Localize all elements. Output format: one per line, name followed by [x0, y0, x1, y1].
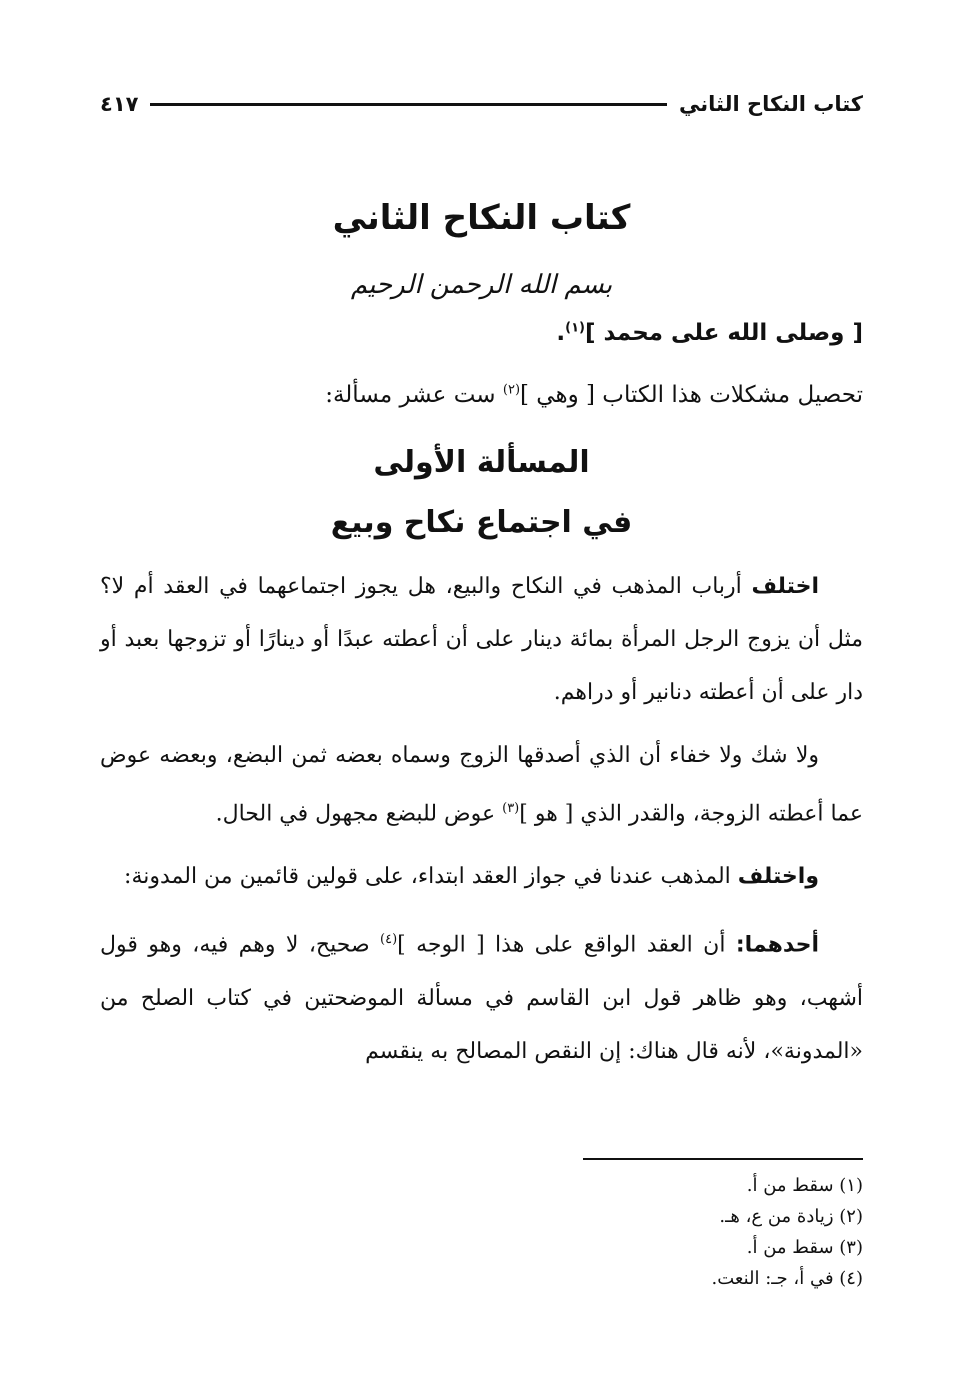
footnote-ref: (١) [565, 320, 585, 336]
salawat-line: [ وصلى الله على محمد ]$^{(١)}$. [556, 320, 863, 346]
running-header [100, 84, 863, 124]
footnotes [363, 1170, 863, 1294]
paragraph [100, 913, 863, 1077]
footnote: (٢) زيادة من ع، هـ. [719, 1206, 863, 1227]
paragraph [100, 729, 863, 840]
running-header-title: كتاب النكاح الثاني [679, 92, 863, 116]
footnote: (٣) سقط من أ. [746, 1237, 863, 1258]
paragraph [100, 560, 863, 719]
footnote: (٤) في أ، جـ: النعت. [711, 1268, 863, 1289]
page-number: ٤١٧ [100, 92, 139, 116]
intro-text-end: ست عشر مسألة: [325, 382, 503, 408]
issue-subtitle: في اجتماع نكاح وبيع [330, 505, 633, 540]
paragraph-text: أرباب المذهب في النكاح والبيع، هل يجوز اجتماعهما في العقد أم لا؟ مثل أن يزوج الرجل المرأة بمائة دينار على أن أعطته عبدًا أو دينارًا أو تزوجها بعبد أو دار على أن أعطته دنانير أو دراهم. [100, 574, 863, 705]
paragraph-text: أن العقد الواقع على هذا [ الوجه ] [397, 932, 736, 958]
paragraph-text: ولا شك ولا خفاء أن الذي أصدقها الزوج وسماه بعضه ثمن البضع، وبعضه عوض عما أعطته الزوجة، والقدر الذي [ هو ] [100, 743, 863, 827]
header-rule [150, 103, 667, 106]
intro-text: تحصيل مشكلات هذا الكتاب [ وهي ] [520, 382, 863, 408]
lead-word: واختلف [737, 864, 819, 890]
footnote: (١) سقط من أ. [746, 1175, 863, 1196]
body-text [100, 560, 863, 1088]
footnote-rule [583, 1158, 863, 1160]
book-title: كتاب النكاح الثاني [332, 198, 631, 238]
salawat-text: [ وصلى الله على محمد ] [585, 320, 863, 346]
paragraph-text: صحيح، لا وهم فيه، وهو قول أشهب، وهو ظاهر قول ابن القاسم في مسألة الموضحتين في كتاب الصلح من «المدونة»، لأنه قال هناك: إن النقص المصالح به ينقسم [100, 932, 863, 1064]
footnote-ref: (٢) [502, 382, 521, 398]
basmala-calligraphy: بسم الله الرحمن الرحيم [350, 270, 613, 300]
footnote-ref: (٤) [380, 932, 398, 948]
intro-line [100, 382, 863, 408]
lead-word: اختلف [751, 574, 819, 599]
paragraph-text: عوض للبضع مجهول في الحال. [215, 801, 503, 827]
paragraph [100, 850, 863, 903]
issue-title: المسألة الأولى [373, 445, 590, 480]
paragraph-text: المذهب عندنا في جواز العقد ابتداء، على قولين قائمين من المدونة: [124, 864, 738, 890]
lead-word: أحدهما: [735, 932, 819, 958]
footnote-ref: (٣) [502, 801, 520, 816]
